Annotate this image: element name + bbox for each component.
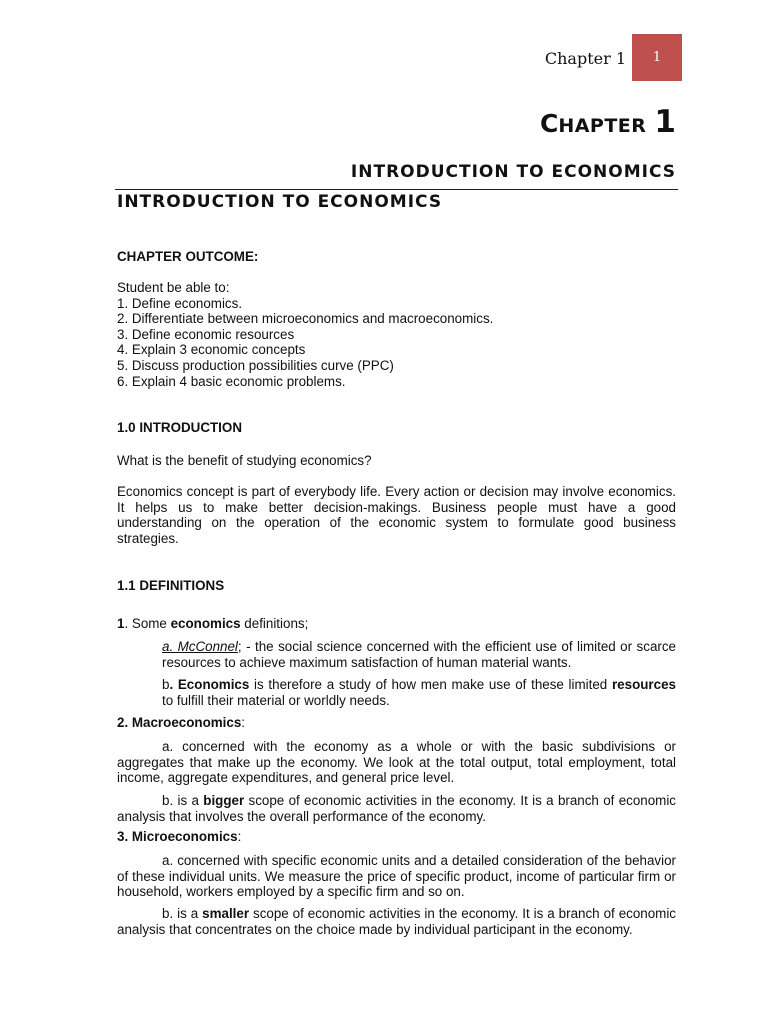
intro-paragraph: Economics concept is part of everybody life. Every action or decision may involve economics. It helps us to make better decision-makings. Business people must have a good understanding on the operation of the economic system to formulate good business strategies. [117,484,676,546]
macro-a: a. concerned with the economy as a whole or with the basic subdivisions or aggregates that make up the economy. We look at the total output, total employment, total income, aggregate expenditures, and general price level. [117,739,676,786]
outcome-item: 1. Define economics. [117,295,243,311]
definition-bold: . Economics [169,677,250,692]
definition-bold: smaller [202,906,250,921]
definition-text: is therefore a study of how men make use of these limited [249,677,612,692]
definition-text: to fulfill their material or worldly needs. [162,692,390,708]
macro-heading-line [117,715,676,731]
definition-number: 1 [117,616,125,631]
macro-colon: : [241,715,246,730]
micro-heading: 3. Microeconomics [117,829,238,844]
page-number: 1 [652,50,662,65]
outcome-item: 2. Differentiate between microeconomics and macroeconomics. [117,311,494,327]
definition-1b [162,677,676,708]
definition-text: definitions; [240,616,309,631]
intro-heading: 1.0 INTRODUCTION [117,420,242,435]
section-title: INTRODUCTION TO ECONOMICS [117,192,443,212]
intro-question: What is the benefit of studying economics? [117,453,372,468]
definition-text: scope of economic activities in the economy. It is a branch of economic analysis that involves the overall performance of the economy. [117,793,677,824]
outcome-list [117,280,676,389]
definition-1a [162,639,676,670]
outcome-heading: CHAPTER OUTCOME: [117,249,259,264]
definition-bold: bigger [203,793,245,808]
macro-heading: 2. Macroeconomics [117,715,242,730]
outcome-item: 5. Discuss production possibilities curve (PPC) [117,357,394,373]
outcome-lead: Student be able to: [117,280,230,295]
chapter-title [540,104,676,140]
macro-b [117,793,676,824]
definitions-heading: 1.1 DEFINITIONS [117,578,225,593]
definition-text: scope of economic activities in the economy. It is a branch of economic analysis that concentrates on the choice made by individual participant in the economy. [117,906,676,937]
definition-bold: resources [611,677,676,692]
chapter-number: 1 [654,104,676,140]
page-number-badge [632,34,682,81]
running-head: Chapter 1 [544,49,626,68]
title-rule [115,189,678,190]
outcome-item: 6. Explain 4 basic economic problems. [117,373,346,389]
definition-text: ; - the social science concerned with the efficient use of limited or scarce resources to achieve maximum satisfaction of human material wants. [162,639,676,670]
chapter-title-initial: C [539,109,559,138]
chapter-title-rest: HAPTER [558,115,647,137]
micro-b [117,906,676,937]
definition-text: b. is a [162,906,203,921]
micro-heading-line [117,829,676,845]
definition-bold: economics [170,616,241,631]
author-name: a. McConnel [162,639,238,654]
definition-text: b [162,677,170,692]
definition-text: b. is a [162,793,204,808]
outcome-item: 3. Define economic resources [117,326,295,342]
chapter-subtitle: INTRODUCTION TO ECONOMICS [350,162,676,182]
outcome-item: 4. Explain 3 economic concepts [117,342,306,358]
definition-text: . Some [124,616,171,631]
definition-1 [117,616,676,632]
micro-a: a. concerned with specific economic units and a detailed consideration of the behavior of these individual units. We measure the price of specific product, income of particular firm or household, workers employed by a specific firm and so on. [117,853,676,900]
micro-colon: : [237,829,242,844]
